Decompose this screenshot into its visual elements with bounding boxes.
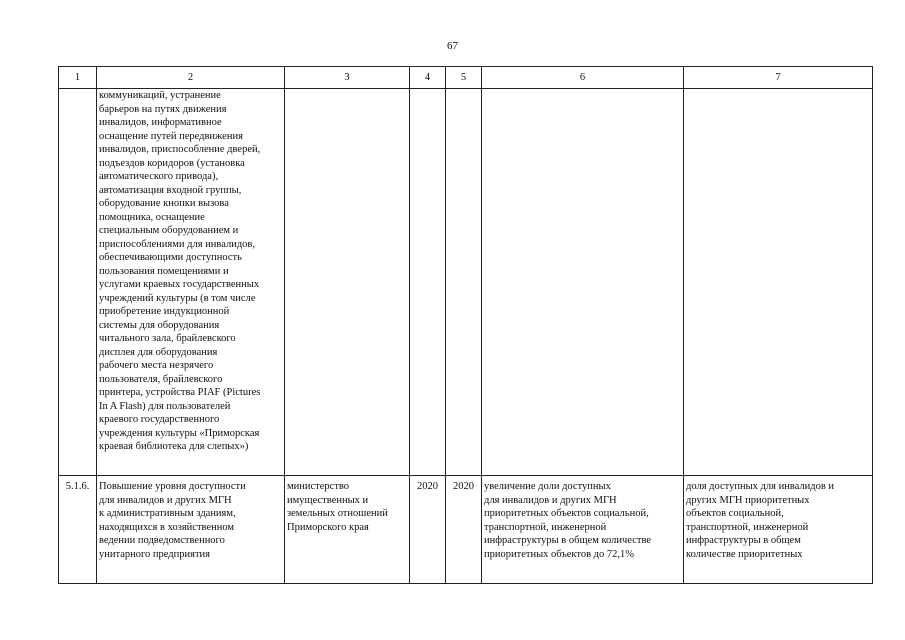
cell-responsible: министерство имущественных и земельных отношений Приморского края [285,476,410,584]
column-header-3: 3 [285,67,410,89]
table-row [59,476,873,584]
column-header-2: 2 [97,67,285,89]
column-header-6: 6 [482,67,684,89]
cell-expected-result [482,89,684,476]
column-header-7: 7 [684,67,873,89]
cell-indicator: доля доступных для инвалидов и других МГН приоритетных объектов социальной, транспортной, инженерной инфраструктуры в общем количестве приоритетных [684,476,873,584]
cell-measure-description: Повышение уровня доступности для инвалидов и других МГН к административным зданиям, находящихся в хозяйственном ведении подведомственного унитарного предприятия [97,476,285,584]
table-row [59,89,873,476]
column-header-4: 4 [410,67,446,89]
cell-responsible [285,89,410,476]
table-header-row [59,67,873,89]
cell-end-year [446,89,482,476]
cell-end-year: 2020 [446,476,482,584]
page-number: 67 [447,40,458,52]
cell-expected-result: увеличение доли доступных для инвалидов и других МГН приоритетных объектов социальной, транспортной, инженерной инфраструктуры в общем количестве приоритетных объектов до 72,1% [482,476,684,584]
cell-start-year [410,89,446,476]
cell-start-year: 2020 [410,476,446,584]
program-table [58,66,873,584]
cell-measure-description: коммуникаций, устранение барьеров на путях движения инвалидов, информативное оснащение путей передвижения инвалидов, приспособление дверей, подъездов коридоров (установка автоматического привода), автоматизация входной группы, оборудование кнопки вызова помощника, оснащение специальным оборудованием и приспособлениями для инвалидов, обеспечивающими доступность пользования помещениями и услугами краевых государственных учреждений культуры (в том числе приобретение индукционной системы для оборудования читального зала, брайлевского дисплея для оборудования рабочего места незрячего пользователя, брайлевского принтера, устройства PIAF (Pictures In A Flash) для пользователей краевого государственного учреждения культуры «Приморская краевая библиотека для слепых») [97,89,285,476]
cell-indicator [684,89,873,476]
column-header-1: 1 [59,67,97,89]
column-header-5: 5 [446,67,482,89]
cell-number [59,89,97,476]
cell-number: 5.1.6. [59,476,97,584]
